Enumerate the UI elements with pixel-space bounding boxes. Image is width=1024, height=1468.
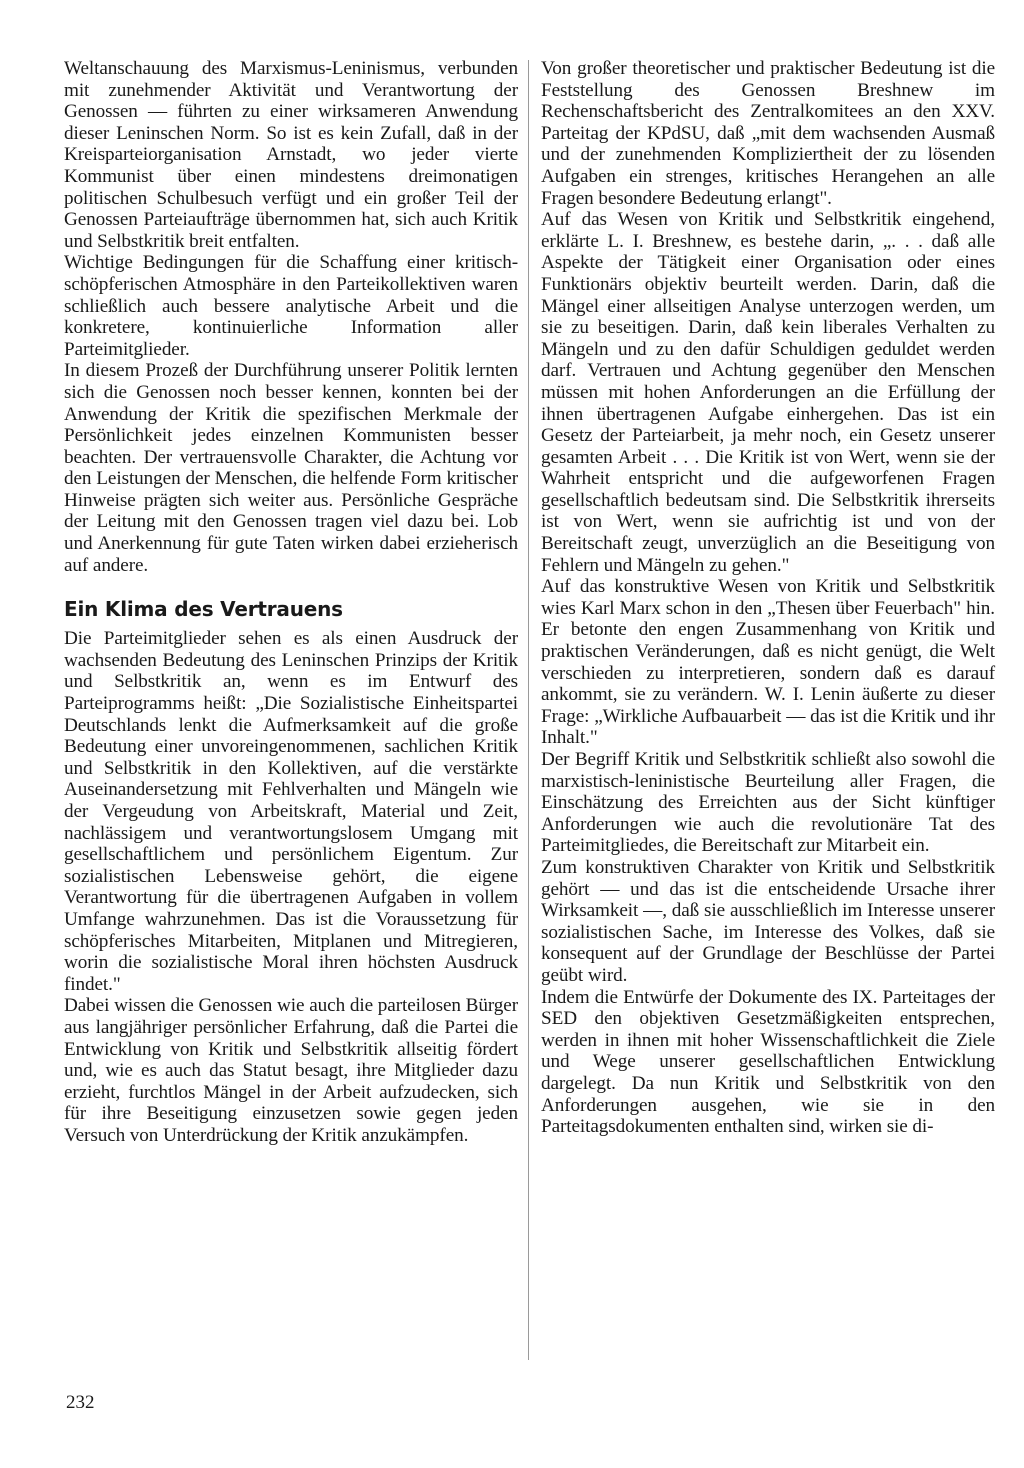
section-heading: Ein Klima des Vertrauens	[64, 597, 343, 622]
paragraph: Wichtige Bedingungen für die Schaffung einer kritisch-schöpferischen Atmosphäre in den Parteikollektiven waren schließlich auch bessere analytische Arbeit und die konkretere, kontinuierliche Information aller Parteimitglieder.	[64, 252, 518, 360]
paragraph: Auf das konstruktive Wesen von Kritik und Selbstkritik wies Karl Marx schon in den „Thesen über Feuerbach" hin. Er betonte den engen Zusammenhang von Kritik und praktischen Veränderungen, daß es nicht genügt, die Welt verschieden zu interpretieren, sondern daß es darauf ankommt, sie zu verändern. W. I. Lenin äußerte zu dieser Frage: „Wirkliche Aufbauarbeit — das ist die Kritik und ihr Inhalt."	[541, 576, 995, 749]
paragraph: In diesem Prozeß der Durchführung unserer Politik lernten sich die Genossen noch besser kennen, konnten bei der Anwendung der Kritik die spezifischen Merkmale der Persönlichkeit jedes einzelnen Kommunisten besser beachten. Der vertrauensvolle Charakter, die Achtung vor den Leistungen der Menschen, die helfende Form kritischer Hinweise prägten sich weiter aus. Persönliche Gespräche der Leitung mit den Genossen tragen viel dazu bei. Lob und Anerkennung für gute Taten wirken dabei erzieherisch auf andere.	[64, 360, 518, 576]
paragraph: Auf das Wesen von Kritik und Selbstkritik eingehend, erklärte L. I. Breshnew, es bestehe darin, „. . . daß alle Aspekte der Tätigkeit einer Organisation oder eines Funktionärs objektiv beurteilt werden. Darin, daß die Mängel einer allseitigen Analyse unterzogen werden, um sie zu beseitigen. Darin, daß kein liberales Verhalten zu Mängeln und zu den dafür Schuldigen geduldet werden darf. Vertrauen und Achtung gegenüber den Menschen müssen mit hohen Anforderungen an die Erfüllung der ihnen übertragenen Aufgabe einhergehen. Das ist ein Gesetz der Parteiarbeit, ja mehr noch, ein Gesetz unserer gesamten Arbeit . . . Die Kritik ist von Wert, wenn sie der Wahrheit entspricht und die aufgeworfenen Fragen gesellschaftlich bedeutsam sind. Die Selbstkritik ihrerseits ist von Wert, wenn sie aufrichtig ist und von der Bereitschaft zeugt, unverzüglich an die Beseitigung von Fehlern und Mängeln zu gehen."	[541, 209, 995, 576]
paragraph: Die Parteimitglieder sehen es als einen Ausdruck der wachsenden Bedeutung des Leninschen Prinzips der Kritik und Selbstkritik an, wenn es im Entwurf des Parteiprogramms heißt: „Die Sozialistische Einheitspartei Deutschlands lenkt die Aufmerksamkeit auf die große Bedeutung einer unvoreingenommenen, sachlichen Kritik und Selbstkritik in den Kollektiven, auf die verstärkte Auseinandersetzung mit Fehlverhalten und Mängeln wie der Vergeudung von Arbeitskraft, Material und Zeit, nachlässigem und verantwortungslosem Umgang mit gesellschaftlichem und persönlichem Eigentum. Zur sozialistischen Lebensweise gehört, die eigene Verantwortung für die übertragenen Aufgaben in vollem Umfange wahrzunehmen. Das ist die Voraussetzung für schöpferisches Mitarbeiten, Mitplanen und Mitregieren, worin die sozialistische Moral ihren höchsten Ausdruck findet."	[64, 628, 518, 995]
paragraph: Dabei wissen die Genossen wie auch die parteilosen Bürger aus langjähriger persönlicher Erfahrung, daß die Partei die Entwicklung von Kritik und Selbstkritik allseitig fördert und, wie es auch das Statut besagt, ihre Mitglieder dazu erzieht, furchtlos Mängel in der Arbeit aufzudecken, sich für ihre Beseitigung einzusetzen sowie gegen jeden Versuch von Unterdrückung der Kritik anzukämpfen.	[64, 995, 518, 1146]
paragraph: Zum konstruktiven Charakter von Kritik und Selbstkritik gehört — und das ist die entscheidende Ursache ihrer Wirksamkeit —, daß sie ausschließlich im Interesse unserer sozialistischen Sache, im Interesse des Volkes, daß sie konsequent auf der Grundlage der Beschlüsse der Partei geübt wird.	[541, 856, 995, 986]
left-column	[64, 58, 518, 1147]
page-number: 232	[66, 1392, 95, 1413]
paragraph: Indem die Entwürfe der Dokumente des IX. Parteitages der SED den objektiven Gesetzmäßigkeiten entsprechen, werden in ihnen mit hoher Wissenschaftlichkeit die Ziele und Wege unserer gesellschaftlichen Entwicklung dargelegt. Da nun Kritik und Selbstkritik von den Anforderungen ausgehen, wie sie in den Parteitagsdokumenten enthalten sind, wirken sie di-	[541, 986, 995, 1138]
right-column	[541, 58, 995, 1138]
column-divider	[528, 60, 529, 1360]
paragraph: Der Begriff Kritik und Selbstkritik schließt also sowohl die marxistisch-leninistische Beurteilung aller Fragen, die Einschätzung des Erreichten aus der Sicht künftiger Anforderungen wie auch die revolutionäre Tat des Parteimitgliedes, die Bereitschaft zur Mitarbeit ein.	[541, 749, 995, 857]
paragraph: Von großer theoretischer und praktischer Bedeutung ist die Feststellung des Genossen Breshnew im Rechenschaftsbericht des Zentralkomitees an den XXV. Parteitag der KPdSU, daß „mit dem wachsenden Ausmaß und der zunehmenden Kompliziertheit der zu lösenden Aufgaben ein strenges, kritisches Herangehen an alle Fragen besondere Bedeutung erlangt".	[541, 58, 995, 209]
paragraph: Weltanschauung des Marxismus-Leninismus, verbunden mit zunehmender Aktivität und Verantwortung der Genossen — führten zu einer wirksameren Anwendung dieser Leninschen Norm. So ist es kein Zufall, daß in der Kreisparteiorganisation Arnstadt, wo jeder vierte Kommunist über einen mindestens dreimonatigen politischen Schulbesuch verfügt und ein großer Teil der Genossen Parteiaufträge übernommen hat, sich auch Kritik und Selbstkritik breit entfalten.	[64, 58, 518, 252]
